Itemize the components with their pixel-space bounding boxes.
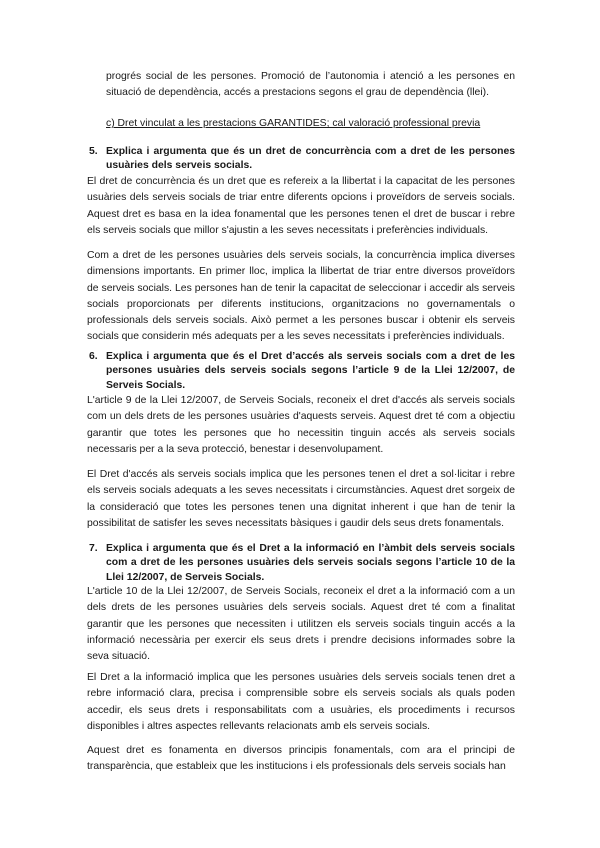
question-6-title: Explica i argumenta que és el Dret d’accés als serveis socials com a dret de les persones usuàries dels serveis socials segons l’article 9 de la Llei 12/2007, de Serveis Socials. xyxy=(106,351,515,391)
note-guaranteed-benefits: c) Dret vinculat a les prestacions GARANTIDES; cal valoració professional previa xyxy=(106,118,481,129)
question-7-heading xyxy=(87,542,515,585)
question-5-heading xyxy=(87,145,515,174)
answer-7-paragraph-2: El Dret a la informació implica que les persones usuàries dels serveis socials tenen dret a rebre informació clara, precisa i comprensible sobre els serveis socials als quals poden accedir, els seus drets i responsabilitats com a usuàries, els procediments i recursos disponibles i altres aspectes rellevants relacionats amb els serveis socials. xyxy=(87,672,515,732)
question-6-number: 6. xyxy=(89,351,98,362)
answer-5-paragraph-2: Com a dret de les persones usuàries dels serveis socials, la concurrència implica diverses dimensions importants. En primer lloc, implica la llibertat de triar entre diversos proveïdors de serveis socials. Les persones han de tenir la capacitat de seleccionar i accedir als serveis socials proporcionats per diferents institucions, organitzacions no governamentals o professionals dels serveis socials. Això permet a les persones buscar i obtenir els serveis socials que considerin més adequats per a les seves necessitats i preferències individuals. xyxy=(87,250,515,343)
question-7-title: Explica i argumenta que és el Dret a la informació en l’àmbit dels serveis socials com a dret de les persones usuàries dels serveis socials segons l’article 10 de la Llei 12/2007, de Serveis Socials. xyxy=(106,543,515,583)
question-6-heading xyxy=(87,350,515,393)
answer-7-paragraph-1: L'article 10 de la Llei 12/2007, de Serveis Socials, reconeix el dret a la informació com a un dels drets de les persones usuàries dels serveis socials. Aquest dret té com a finalitat garantir que les persones que necessiten i utilitzen els serveis socials tinguin accés a la informació necessària per exercir els seus drets i prendre decisions informades sobre la seva situació. xyxy=(87,586,515,663)
answer-7-paragraph-3: Aquest dret es fonamenta en diversos principis fonamentals, com ara el principi de transparència, que estableix que les institucions i els professionals dels serveis socials han xyxy=(87,745,515,773)
question-5-number: 5. xyxy=(89,146,98,157)
answer-5-paragraph-1: El dret de concurrència és un dret que es refereix a la llibertat i la capacitat de les persones usuàries dels serveis socials de triar entre diferents opcions i proveïdors de serveis socials. Aquest dret es basa en la idea fonamental que les persones tenen el dret de buscar i rebre els serveis socials que millor s'ajustin a les seves necessitats i preferències individuals. xyxy=(87,176,515,236)
question-7-number: 7. xyxy=(89,543,98,554)
question-5-title: Explica i argumenta que és un dret de concurrència com a dret de les persones usuàries dels serveis socials. xyxy=(106,146,515,172)
answer-6-paragraph-1: L'article 9 de la Llei 12/2007, de Serveis Socials, reconeix el dret d'accés als serveis socials com un dels drets de les persones usuàries d'aquests serveis. Aquest dret té com a objectiu garantir que totes les persones que ho necessitin tinguin accés als serveis socials necessaris per a la seva protecció, benestar i desenvolupament. xyxy=(87,395,515,455)
answer-6-paragraph-2: El Dret d'accés als serveis socials implica que les persones tenen el dret a sol·licitar i rebre els serveis socials adequats a les seves necessitats i circumstàncies. Aquest dret sorgeix de la consideració que totes les persones tenen una dignitat inherent i que han de tenir la possibilitat de satisfer les seves necessitats bàsiques i gaudir dels seus drets fonamentals. xyxy=(87,469,515,529)
intro-continuation-paragraph: progrés social de les persones. Promoció de l’autonomia i atenció a les persones en situació de dependència, accés a prestacions segons el grau de dependència (llei). xyxy=(106,71,515,99)
